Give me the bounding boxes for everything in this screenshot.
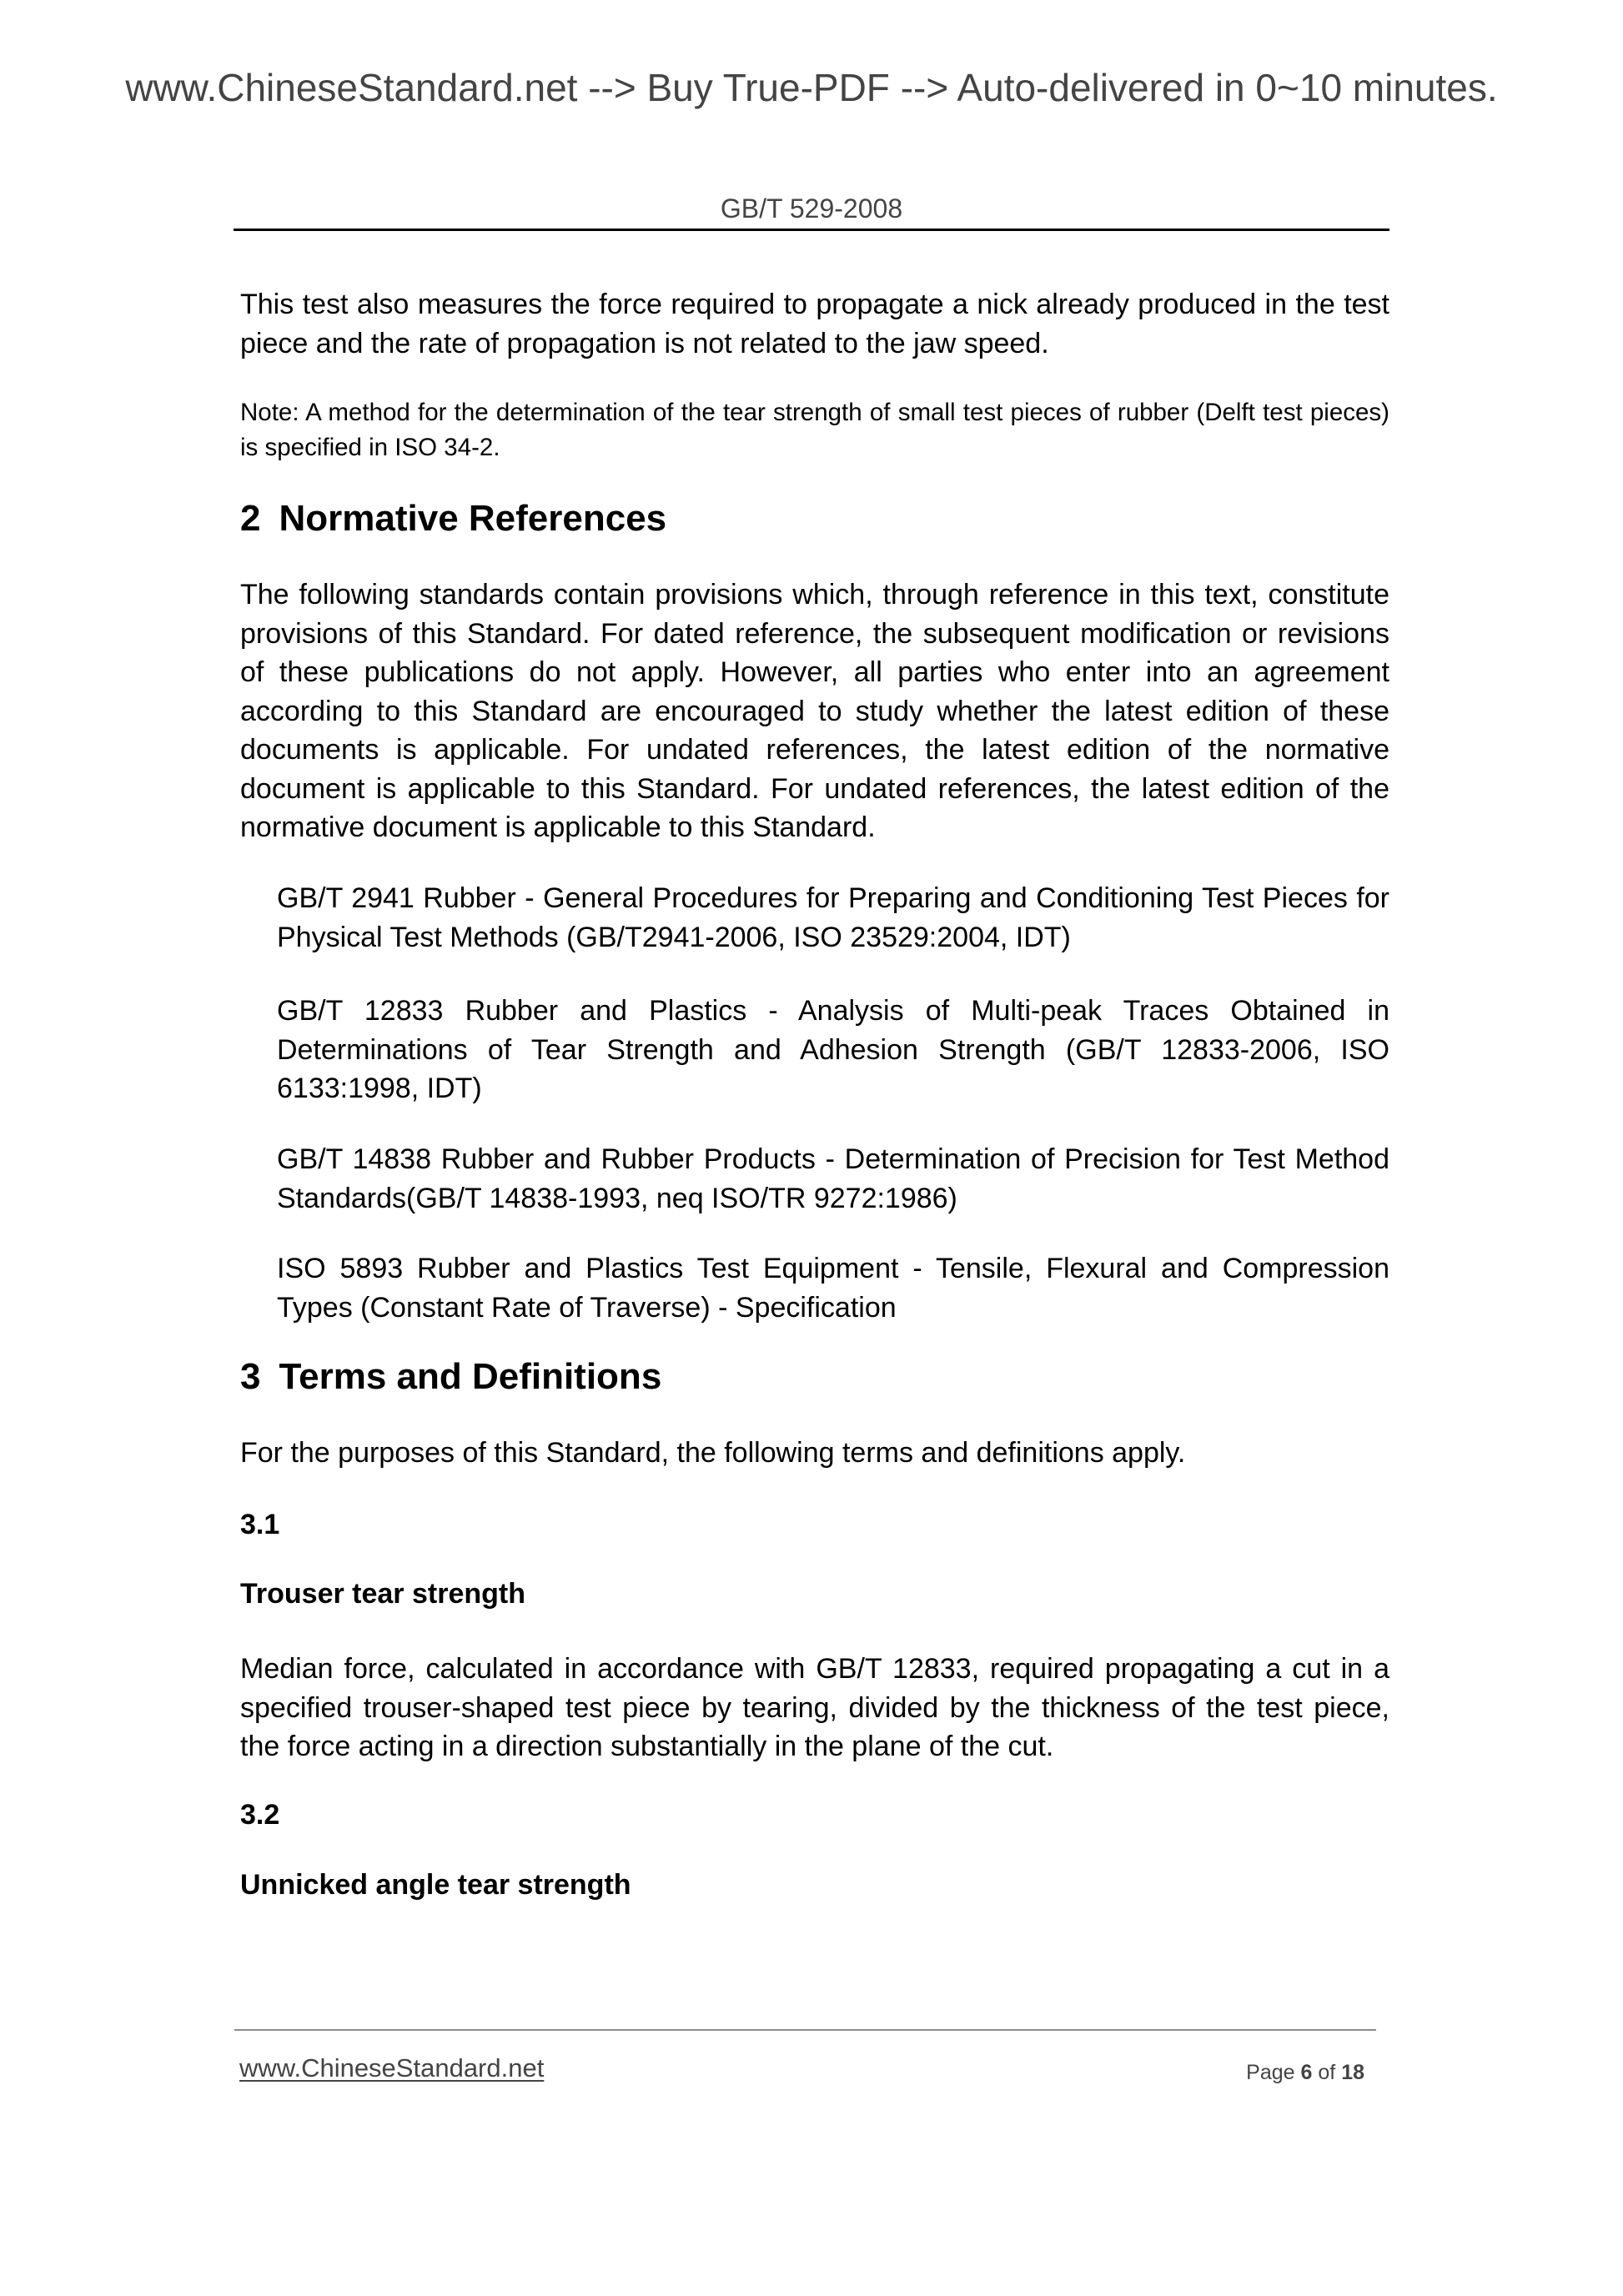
section-heading-normative-references	[240, 498, 666, 540]
reference-item: GB/T 14838 Rubber and Rubber Products - Determination of Precision for Test Method Standards(GB/T 14838-1993, neq ISO/TR 9272:1986)	[277, 1143, 1389, 1214]
page-prefix: Page	[1246, 2061, 1295, 2084]
promo-banner: www.ChineseStandard.net --> Buy True-PDF --> Auto-delivered in 0~10 minutes.	[125, 66, 1498, 109]
term-title: Unnicked angle tear strength	[240, 1869, 631, 1901]
term-title: Trouser tear strength	[240, 1578, 525, 1610]
page-total: 18	[1341, 2061, 1364, 2084]
footer-divider	[234, 2029, 1376, 2031]
reference-item: GB/T 2941 Rubber - General Procedures for Preparing and Conditioning Test Pieces for Physical Test Methods (GB/T2941-2006, ISO 23529:2004, IDT)	[277, 882, 1389, 953]
page-indicator	[1246, 2060, 1364, 2085]
page-current: 6	[1300, 2061, 1313, 2084]
section-title: Normative References	[279, 498, 667, 539]
footer-website-link[interactable]: www.ChineseStandard.net	[239, 2053, 545, 2082]
intro-paragraph: This test also measures the force required to propagate a nick already produced in the test piece and the rate of propagation is not related to the jaw speed.	[240, 289, 1389, 359]
section-heading-terms-definitions	[240, 1356, 661, 1398]
normative-references-paragraph: The following standards contain provisions which, through reference in this text, constitute provisions of this Standard. For dated reference, the subsequent modification or revisions of these publications do not apply. However, all parties who enter into an agreement according to this Standard are encouraged to study whether the latest edition of these documents is applicable. For undated references, the latest edition of the normative document is applicable to this Standard. For undated references, the latest edition of the normative document is applicable to this Standard.	[240, 579, 1389, 843]
reference-item: ISO 5893 Rubber and Plastics Test Equipment - Tensile, Flexural and Compression Types (Constant Rate of Traverse) - Specification	[277, 1253, 1389, 1324]
note-paragraph: Note: A method for the determination of the tear strength of small test pieces of rubber (Delft test pieces) is specified in ISO 34-2.	[240, 399, 1389, 461]
terms-intro-paragraph: For the purposes of this Standard, the following terms and definitions apply.	[240, 1437, 1186, 1469]
term-number: 3.1	[240, 1509, 280, 1540]
header-divider	[234, 229, 1389, 231]
section-number: 3	[240, 1356, 261, 1397]
section-number: 2	[240, 498, 261, 539]
section-title: Terms and Definitions	[279, 1356, 662, 1397]
reference-item: GB/T 12833 Rubber and Plastics - Analysis of Multi-peak Traces Obtained in Determinations of Tear Strength and Adhesion Strength (GB/T 12833-2006, ISO 6133:1998, IDT)	[277, 995, 1389, 1104]
document-id-header: GB/T 529-2008	[720, 193, 903, 224]
term-definition: Median force, calculated in accordance with GB/T 12833, required propagating a cut in a specified trouser-shaped test piece by tearing, divided by the thickness of the test piece, the force acting in a direction substantially in the plane of the cut.	[240, 1653, 1389, 1762]
page-of: of	[1318, 2061, 1336, 2084]
term-number: 3.2	[240, 1799, 280, 1831]
